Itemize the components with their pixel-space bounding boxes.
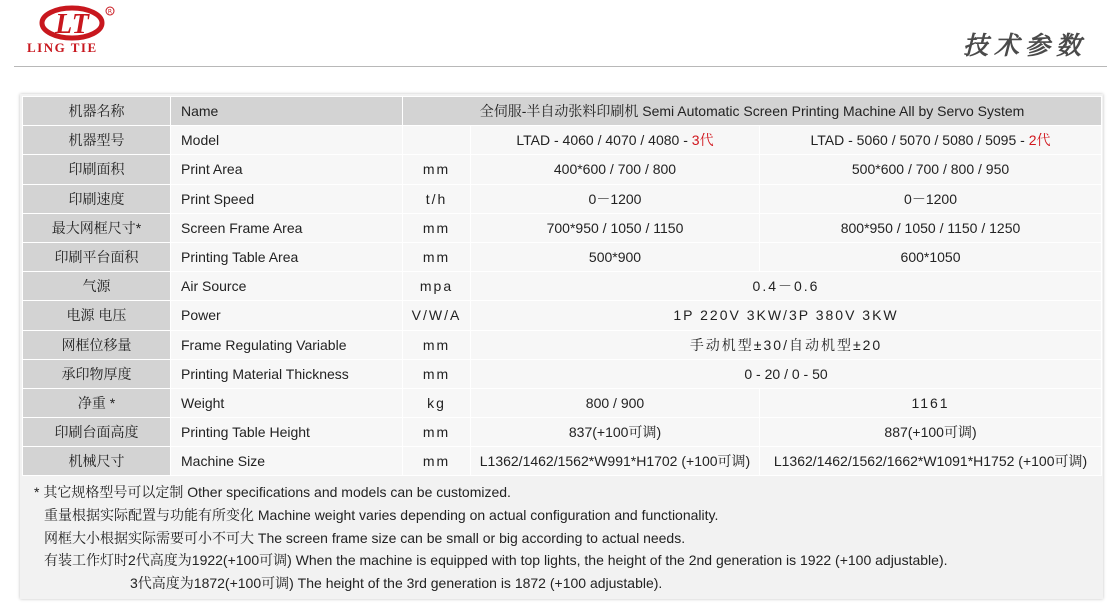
param-cn: 印刷平台面积 bbox=[23, 242, 171, 271]
param-unit: kg bbox=[403, 388, 471, 417]
param-value-gen3: 400*600 / 700 / 800 bbox=[471, 155, 760, 184]
generation-tag: 2代 bbox=[1028, 132, 1051, 149]
footnotes bbox=[34, 481, 948, 595]
param-unit: mm bbox=[403, 213, 471, 242]
header-divider bbox=[14, 66, 1107, 67]
param-cn: 印刷速度 bbox=[23, 184, 171, 213]
param-value-gen3: 500*900 bbox=[471, 242, 760, 271]
param-en: Print Speed bbox=[171, 184, 403, 213]
footnote: 重量根据实际配置与功能有所变化 Machine weight varies depending on actual configuration and functionality. bbox=[44, 506, 719, 523]
param-value-gen3 bbox=[471, 126, 760, 155]
param-en: Air Source bbox=[171, 272, 403, 301]
param-value-gen3: L1362/1462/1562*W991*H1702 (+100可调) bbox=[471, 447, 760, 476]
param-en: Model bbox=[171, 126, 403, 155]
table-row bbox=[23, 155, 1102, 184]
param-cn: 印刷面积 bbox=[23, 155, 171, 184]
param-cn: 承印物厚度 bbox=[23, 359, 171, 388]
param-unit: t/h bbox=[403, 184, 471, 213]
table-row bbox=[23, 126, 1102, 155]
param-value: 0 - 20 / 0 - 50 bbox=[471, 359, 1102, 388]
param-en: Printing Table Area bbox=[171, 242, 403, 271]
footnote: 网框大小根据实际需要可小不可大 The screen frame size can be small or big according to actual needs. bbox=[44, 529, 686, 546]
param-en: Printing Table Height bbox=[171, 418, 403, 447]
table-row bbox=[23, 330, 1102, 359]
param-unit: mm bbox=[403, 155, 471, 184]
param-en: Name bbox=[171, 97, 403, 126]
param-value: 1P 220V 3KW/3P 380V 3KW bbox=[471, 301, 1102, 330]
param-value-gen2 bbox=[760, 126, 1102, 155]
param-value-gen2: L1362/1462/1562/1662*W1091*H1752 (+100可调) bbox=[760, 447, 1102, 476]
param-cn: 净重 * bbox=[23, 388, 171, 417]
param-unit: mm bbox=[403, 359, 471, 388]
param-en: Weight bbox=[171, 388, 403, 417]
param-value-gen2: 800*950 / 1050 / 1150 / 1250 bbox=[760, 213, 1102, 242]
table-row bbox=[23, 97, 1102, 126]
svg-text:R: R bbox=[107, 8, 113, 16]
param-en: Printing Material Thickness bbox=[171, 359, 403, 388]
param-unit bbox=[403, 126, 471, 155]
table-row bbox=[23, 272, 1102, 301]
param-en: Machine Size bbox=[171, 447, 403, 476]
param-value-gen2: 887(+100可调) bbox=[760, 418, 1102, 447]
table-row bbox=[23, 447, 1102, 476]
table-row bbox=[23, 301, 1102, 330]
table-row bbox=[23, 359, 1102, 388]
param-value-gen3: 800 / 900 bbox=[471, 388, 760, 417]
param-cn: 气源 bbox=[23, 272, 171, 301]
model-text: LTAD - 4060 / 4070 / 4080 - bbox=[516, 132, 692, 149]
param-unit: mm bbox=[403, 330, 471, 359]
param-cn: 网框位移量 bbox=[23, 330, 171, 359]
param-value-gen2: 500*600 / 700 / 800 / 950 bbox=[760, 155, 1102, 184]
param-unit: mm bbox=[403, 242, 471, 271]
param-value-gen3: 837(+100可调) bbox=[471, 418, 760, 447]
table-row bbox=[23, 184, 1102, 213]
param-en: Print Area bbox=[171, 155, 403, 184]
param-value-gen2: 1161 bbox=[760, 388, 1102, 417]
generation-tag: 3代 bbox=[691, 132, 714, 149]
footnote: * 其它规格型号可以定制 Other specifications and models can be customized. bbox=[34, 484, 511, 500]
param-cn: 机器型号 bbox=[23, 126, 171, 155]
table-row bbox=[23, 388, 1102, 417]
param-unit: mm bbox=[403, 447, 471, 476]
footnote: 有装工作灯时2代高度为1922(+100可调) When the machine is equipped with top lights, the height of the 2nd generation is 1922 (+100 adjustable). bbox=[44, 552, 948, 569]
table-row bbox=[23, 418, 1102, 447]
param-cn: 机器名称 bbox=[23, 97, 171, 126]
param-cn: 印刷台面高度 bbox=[23, 418, 171, 447]
param-en: Frame Regulating Variable bbox=[171, 330, 403, 359]
param-value: 0.4－0.6 bbox=[471, 272, 1102, 301]
param-cn: 电源 电压 bbox=[23, 301, 171, 330]
svg-text:LT: LT bbox=[55, 9, 89, 40]
param-en: Screen Frame Area bbox=[171, 213, 403, 242]
param-value-gen2: 600*1050 bbox=[760, 242, 1102, 271]
param-unit: mpa bbox=[403, 272, 471, 301]
param-unit: V/W/A bbox=[403, 301, 471, 330]
page-title: 技术参数 bbox=[962, 31, 1087, 60]
table-row bbox=[23, 213, 1102, 242]
model-text: LTAD - 5060 / 5070 / 5080 / 5095 - bbox=[810, 132, 1029, 149]
param-en: Power bbox=[171, 301, 403, 330]
param-value-gen3: 700*950 / 1050 / 1150 bbox=[471, 213, 760, 242]
param-cn: 机械尺寸 bbox=[23, 447, 171, 476]
param-value-gen3: 0－1200 bbox=[471, 184, 760, 213]
param-value: 手动机型±30/自动机型±20 bbox=[471, 330, 1102, 359]
brand-name: LING TIE bbox=[27, 40, 98, 55]
footnote: 3代高度为1872(+100可调) The height of the 3rd generation is 1872 (+100 adjustable). bbox=[130, 575, 663, 592]
param-value-gen2: 0－1200 bbox=[760, 184, 1102, 213]
param-value: 全伺服-半自动张料印刷机 Semi Automatic Screen Printing Machine All by Servo System bbox=[403, 97, 1102, 126]
spec-table bbox=[22, 96, 1102, 476]
param-cn: 最大网框尺寸* bbox=[23, 213, 171, 242]
table-row bbox=[23, 242, 1102, 271]
param-unit: mm bbox=[403, 418, 471, 447]
